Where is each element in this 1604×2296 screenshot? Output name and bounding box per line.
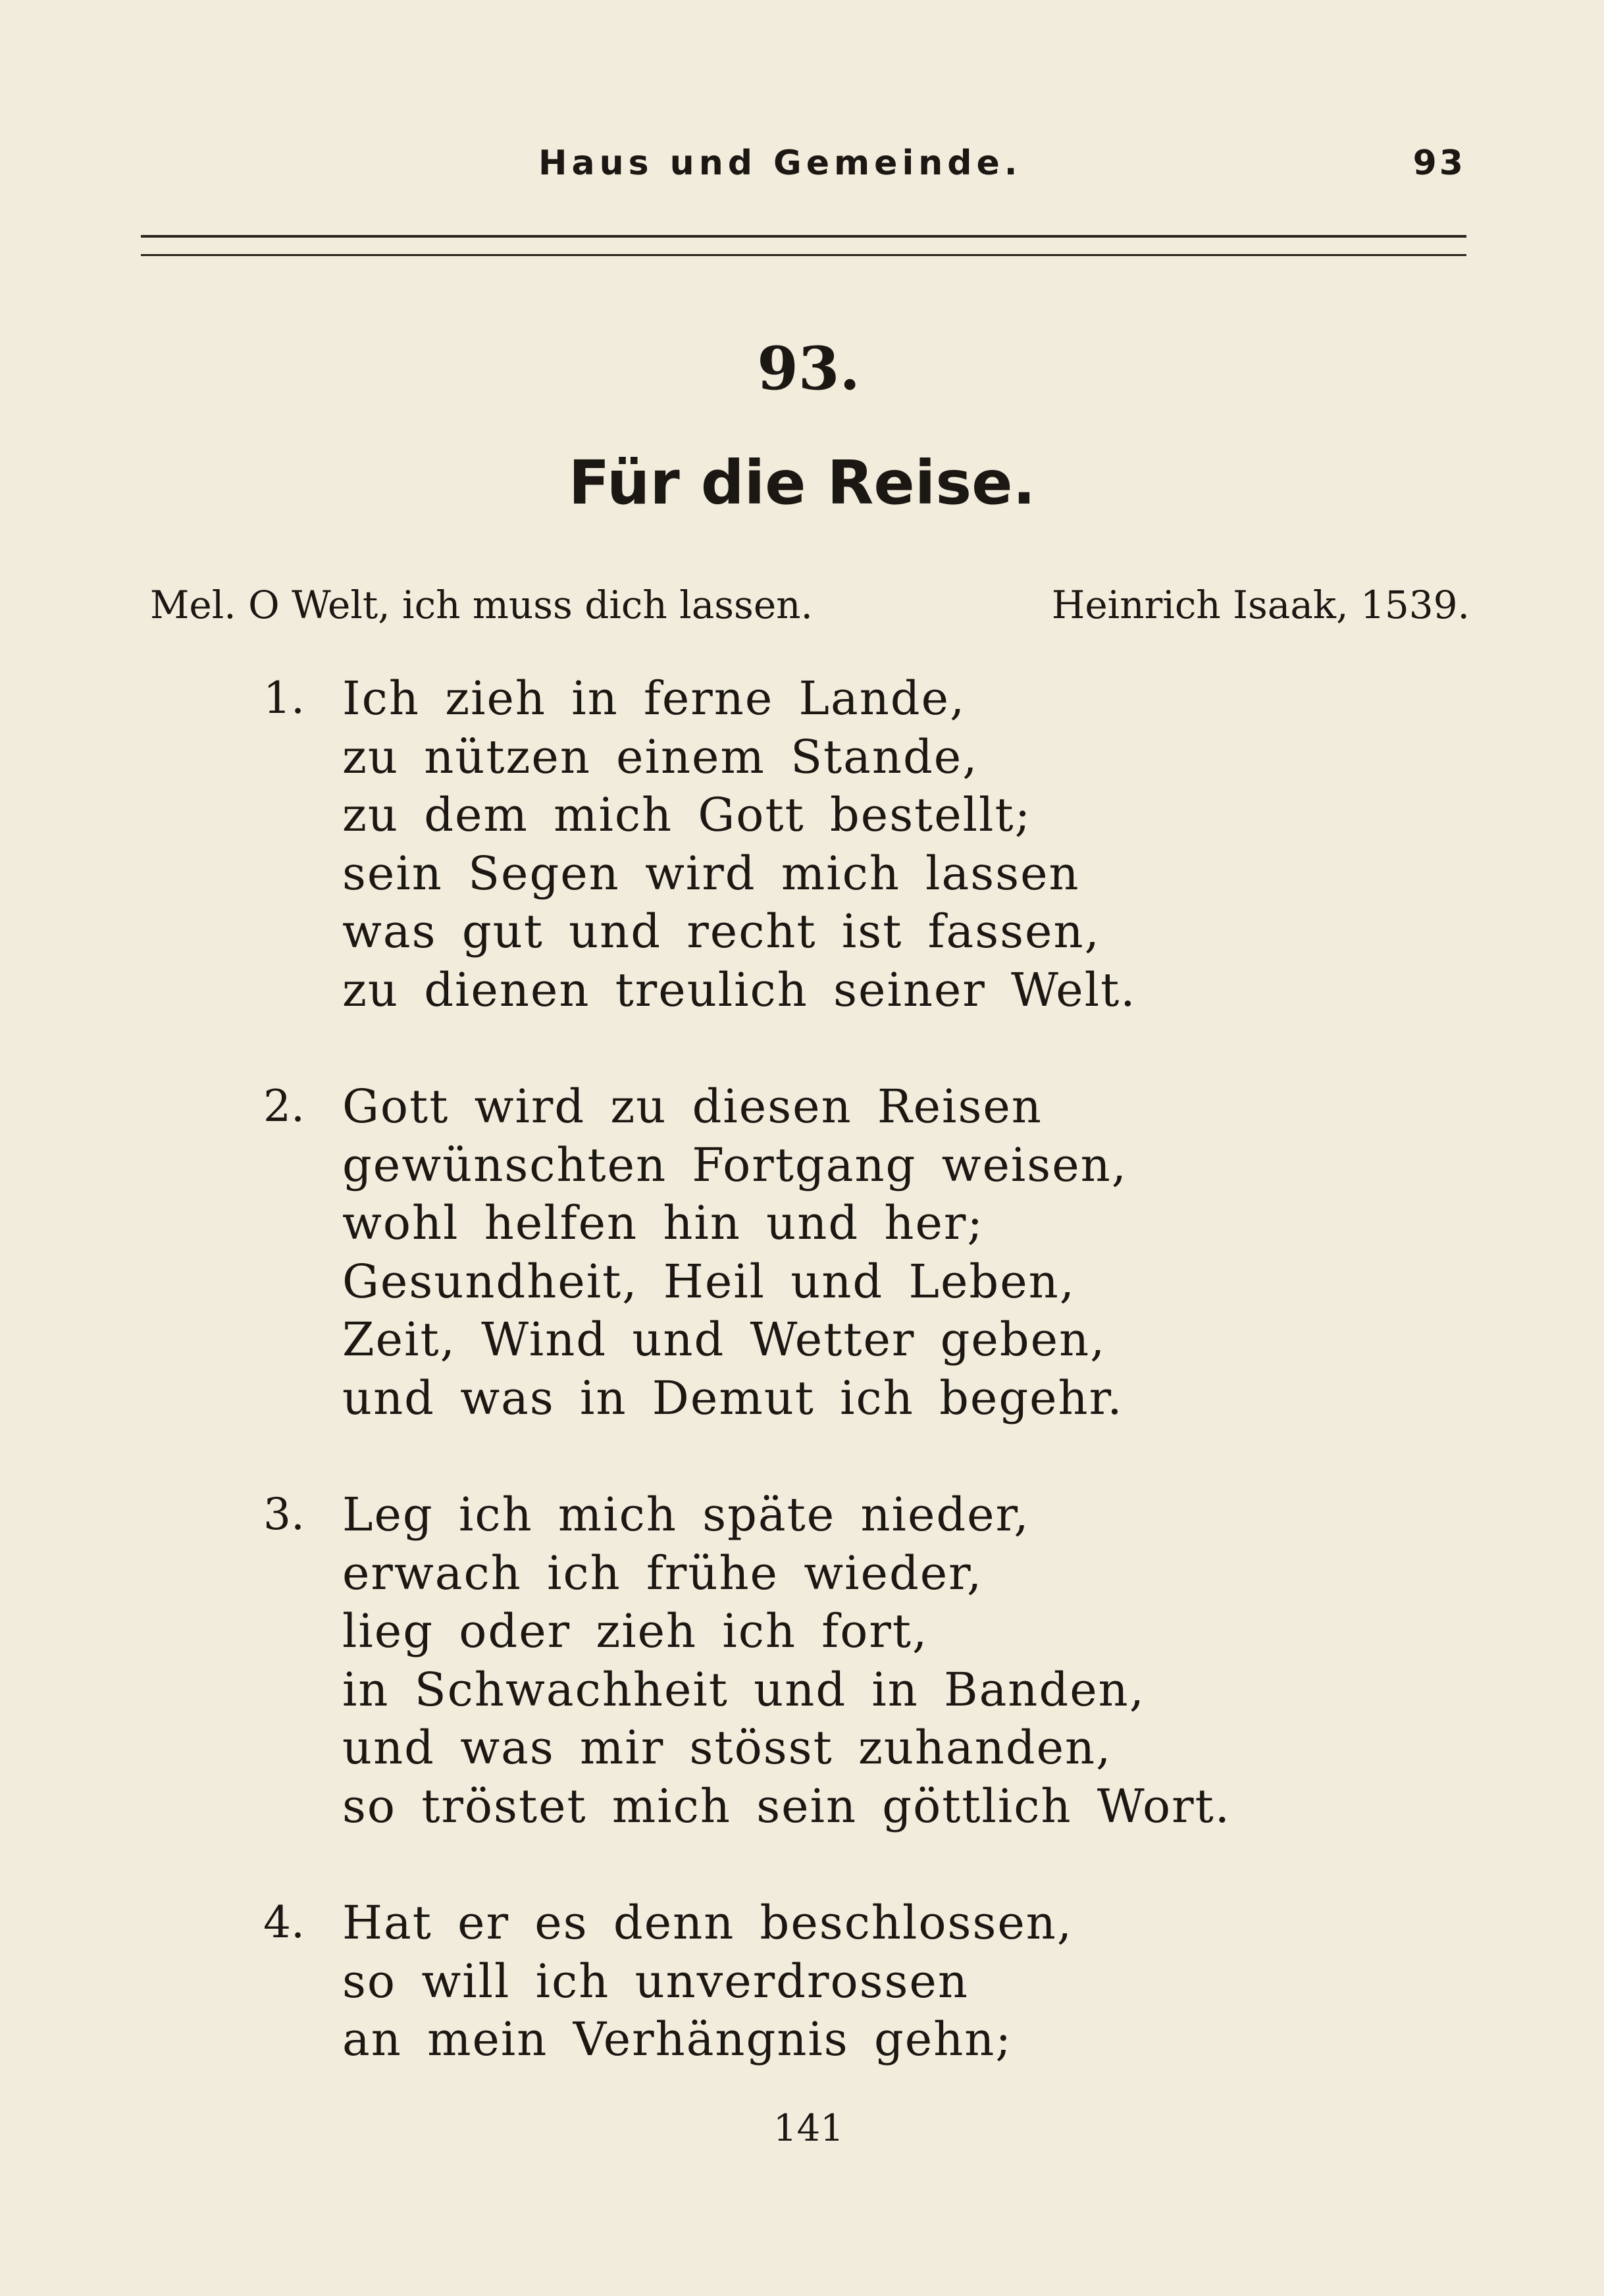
header-rule-upper <box>141 235 1466 238</box>
stanza-number: 1. <box>263 673 305 723</box>
header-rule-lower <box>141 254 1466 256</box>
verse-line: zu dem mich Gott bestellt; <box>342 788 1032 842</box>
verse-line: so tröstet mich sein göttlich Wort. <box>342 1779 1231 1833</box>
stanza-lines <box>342 669 1395 1019</box>
verse-line: an mein Verhängnis gehn; <box>342 2012 1012 2066</box>
verse-line: sein Segen wird mich lassen <box>342 846 1080 900</box>
hymn-number: 93. <box>757 334 860 404</box>
stanza-number: 4. <box>263 1897 305 1948</box>
verse-line: lieg oder zieh ich fort, <box>342 1604 929 1658</box>
verse-line: Leg ich mich späte nieder, <box>342 1488 1030 1542</box>
verse-line: zu nützen einem Stande, <box>342 729 979 784</box>
verse-line: Ich zieh in ferne Lande, <box>342 671 966 725</box>
verse-line: erwach ich frühe wieder, <box>342 1546 983 1600</box>
verse-line: und was in Demut ich begehr. <box>342 1370 1124 1425</box>
melody-reference: Mel. O Welt, ich muss dich lassen. <box>150 583 813 627</box>
verse-line: wohl helfen hin und her; <box>342 1196 984 1250</box>
stanza-lines <box>342 1078 1395 1427</box>
composer-credit: Heinrich Isaak, 1539. <box>1051 583 1470 627</box>
verse-line: Hat er es denn beschlossen, <box>342 1896 1074 1950</box>
melody-line <box>150 583 1470 627</box>
stanza-lines <box>342 1486 1395 1835</box>
page-folio: 141 <box>773 2107 844 2150</box>
hymn-title: Für die Reise. <box>568 448 1036 518</box>
verse-line: gewünschten Fortgang weisen, <box>342 1137 1127 1192</box>
verse-line: zu dienen treulich seiner Welt. <box>342 962 1137 1017</box>
page-number: 93 <box>1412 144 1466 183</box>
stanza-number: 2. <box>263 1081 305 1132</box>
verse-line: in Schwachheit und in Banden, <box>342 1662 1145 1717</box>
verse-line: Gesundheit, Heil und Leben, <box>342 1254 1075 1309</box>
verse-line: so will ich unverdrossen <box>342 1954 969 2008</box>
running-head: Haus und Gemeinde. <box>538 144 1022 183</box>
verse-line: was gut und recht ist fassen, <box>342 904 1100 958</box>
stanza-number: 3. <box>263 1489 305 1540</box>
verse-line: Zeit, Wind und Wetter geben, <box>342 1313 1106 1367</box>
verse-line: Gott wird zu diesen Reisen <box>342 1080 1043 1134</box>
verse-line: und was mir stösst zuhanden, <box>342 1721 1112 1775</box>
stanza-lines <box>342 1894 1395 2069</box>
